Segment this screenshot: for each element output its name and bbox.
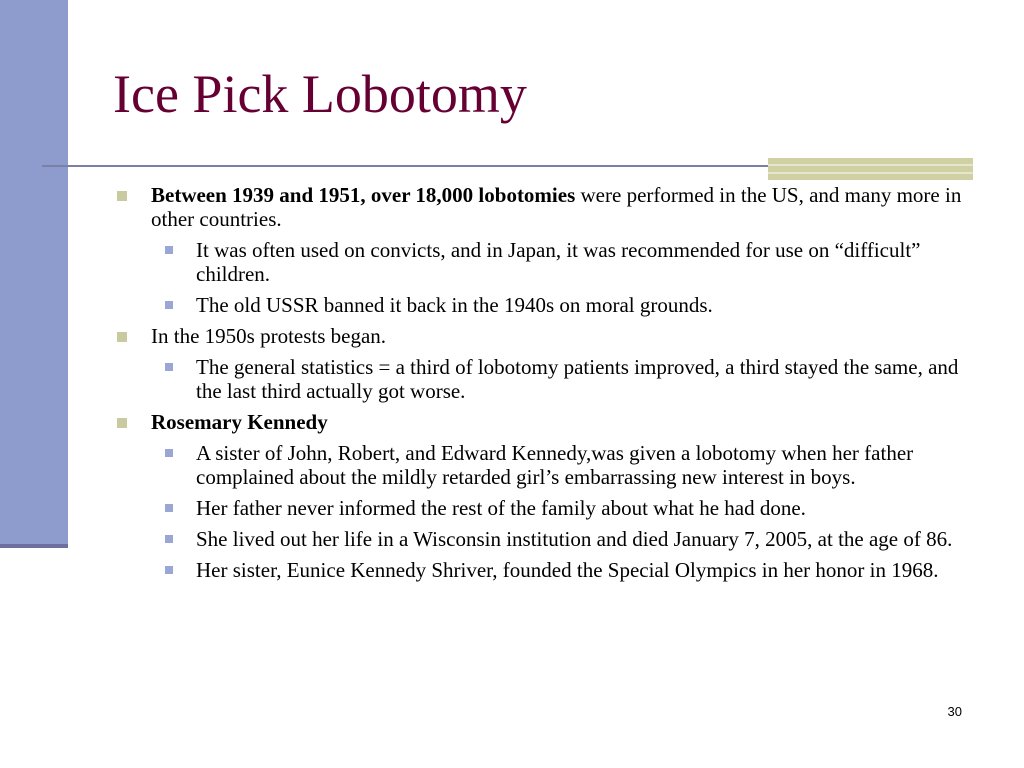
square-bullet-icon [117,418,127,428]
sub-bullet-item [161,238,964,286]
square-bullet-icon [165,504,173,512]
sub-bullet-text: Her father never informed the rest of the family about what he had done. [196,496,806,520]
bullet-list [114,183,964,589]
sub-bullet-text: The old USSR banned it back in the 1940s on moral grounds. [196,293,713,317]
sub-bullet-item [161,355,964,403]
bullet-item [114,183,964,231]
square-bullet-icon [165,535,173,543]
sub-bullet-text: She lived out her life in a Wisconsin institution and died January 7, 2005, at the age of 86. [196,527,953,551]
sub-bullet-text: Her sister, Eunice Kennedy Shriver, founded the Special Olympics in her honor in 1968. [196,558,939,582]
bullet-item [114,410,964,434]
square-bullet-icon [165,363,173,371]
slide-title: Ice Pick Lobotomy [113,64,527,124]
square-bullet-icon [165,449,173,457]
left-decorative-bar [0,0,68,546]
bullet-bold-text: Rosemary Kennedy [151,410,328,434]
accent-block [768,158,973,180]
sub-bullet-text: A sister of John, Robert, and Edward Kennedy,was given a lobotomy when her father complained about the mildly retarded girl’s embarrassing new interest in boys. [196,441,914,489]
square-bullet-icon [165,566,173,574]
square-bullet-icon [165,301,173,309]
sub-bullet-item [161,527,964,551]
sub-bullet-text: It was often used on convicts, and in Japan, it was recommended for use on “difficult” children. [196,238,921,286]
sub-bullet-text: The general statistics = a third of lobotomy patients improved, a third stayed the same, and the last third actually got worse. [196,355,959,403]
left-bar-shadow [0,544,68,548]
sub-bullet-item [161,293,964,317]
sub-bullet-item [161,441,964,489]
bullet-text: In the 1950s protests began. [151,324,387,348]
bullet-item [114,324,964,348]
sub-bullet-item [161,496,964,520]
bullet-text: were performed in the US, and many more in other countries. [151,183,962,231]
bullet-bold-text: Between 1939 and 1951, over 18,000 lobotomies [151,183,576,207]
sub-bullet-item [161,558,964,582]
square-bullet-icon [117,191,127,201]
square-bullet-icon [165,246,173,254]
page-number: 30 [947,704,962,719]
square-bullet-icon [117,332,127,342]
